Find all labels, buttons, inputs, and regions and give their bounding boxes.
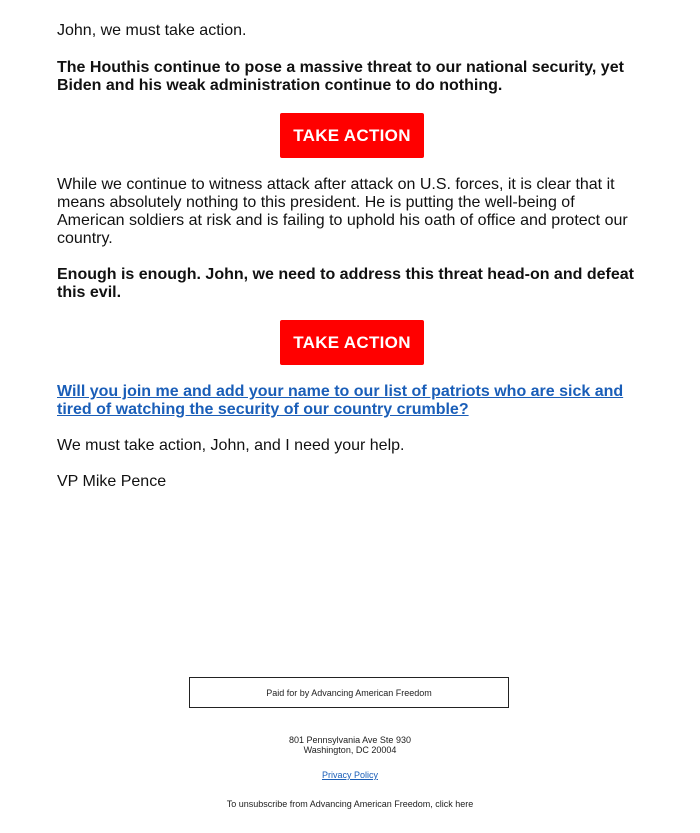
signature-text: VP Mike Pence — [57, 473, 167, 490]
privacy-policy-row — [0, 770, 700, 780]
cta-container-1 — [57, 113, 643, 158]
address-line-1: 801 Pennsylvania Ave Ste 930 — [289, 735, 411, 745]
petition-paragraph — [57, 383, 643, 419]
paid-for-box: Paid for by Advancing American Freedom — [189, 677, 509, 708]
unsubscribe-text[interactable]: To unsubscribe from Advancing American Freedom, click here — [226, 799, 474, 809]
privacy-policy-link[interactable]: Privacy Policy — [321, 770, 378, 780]
greeting-text: John, we must take action. — [57, 22, 247, 39]
cta-container-2 — [57, 320, 643, 365]
bold-call-text: Enough is enough. John, we need to address this threat head-on and defeat this evil. — [57, 266, 634, 301]
bold-intro-text: The Houthis continue to pose a massive threat to our national security, yet Biden and his weak administration continue to do nothing. — [57, 59, 624, 94]
closing-text: We must take action, John, and I need your help. — [57, 437, 405, 454]
take-action-button-2[interactable]: TAKE ACTION — [280, 320, 424, 365]
address-line-2: Washington, DC 20004 — [303, 745, 397, 755]
take-action-button-1[interactable]: TAKE ACTION — [280, 113, 424, 158]
body-paragraph: While we continue to witness attack after attack on U.S. forces, it is clear that it means absolutely nothing to this president. He is putting the well-being of American soldiers at risk and is failing to uphold his oath of office and protect our country. — [57, 176, 628, 247]
petition-link[interactable]: Will you join me and add your name to our list of patriots who are sick and tired of watching the security of our country crumble? — [57, 383, 624, 418]
